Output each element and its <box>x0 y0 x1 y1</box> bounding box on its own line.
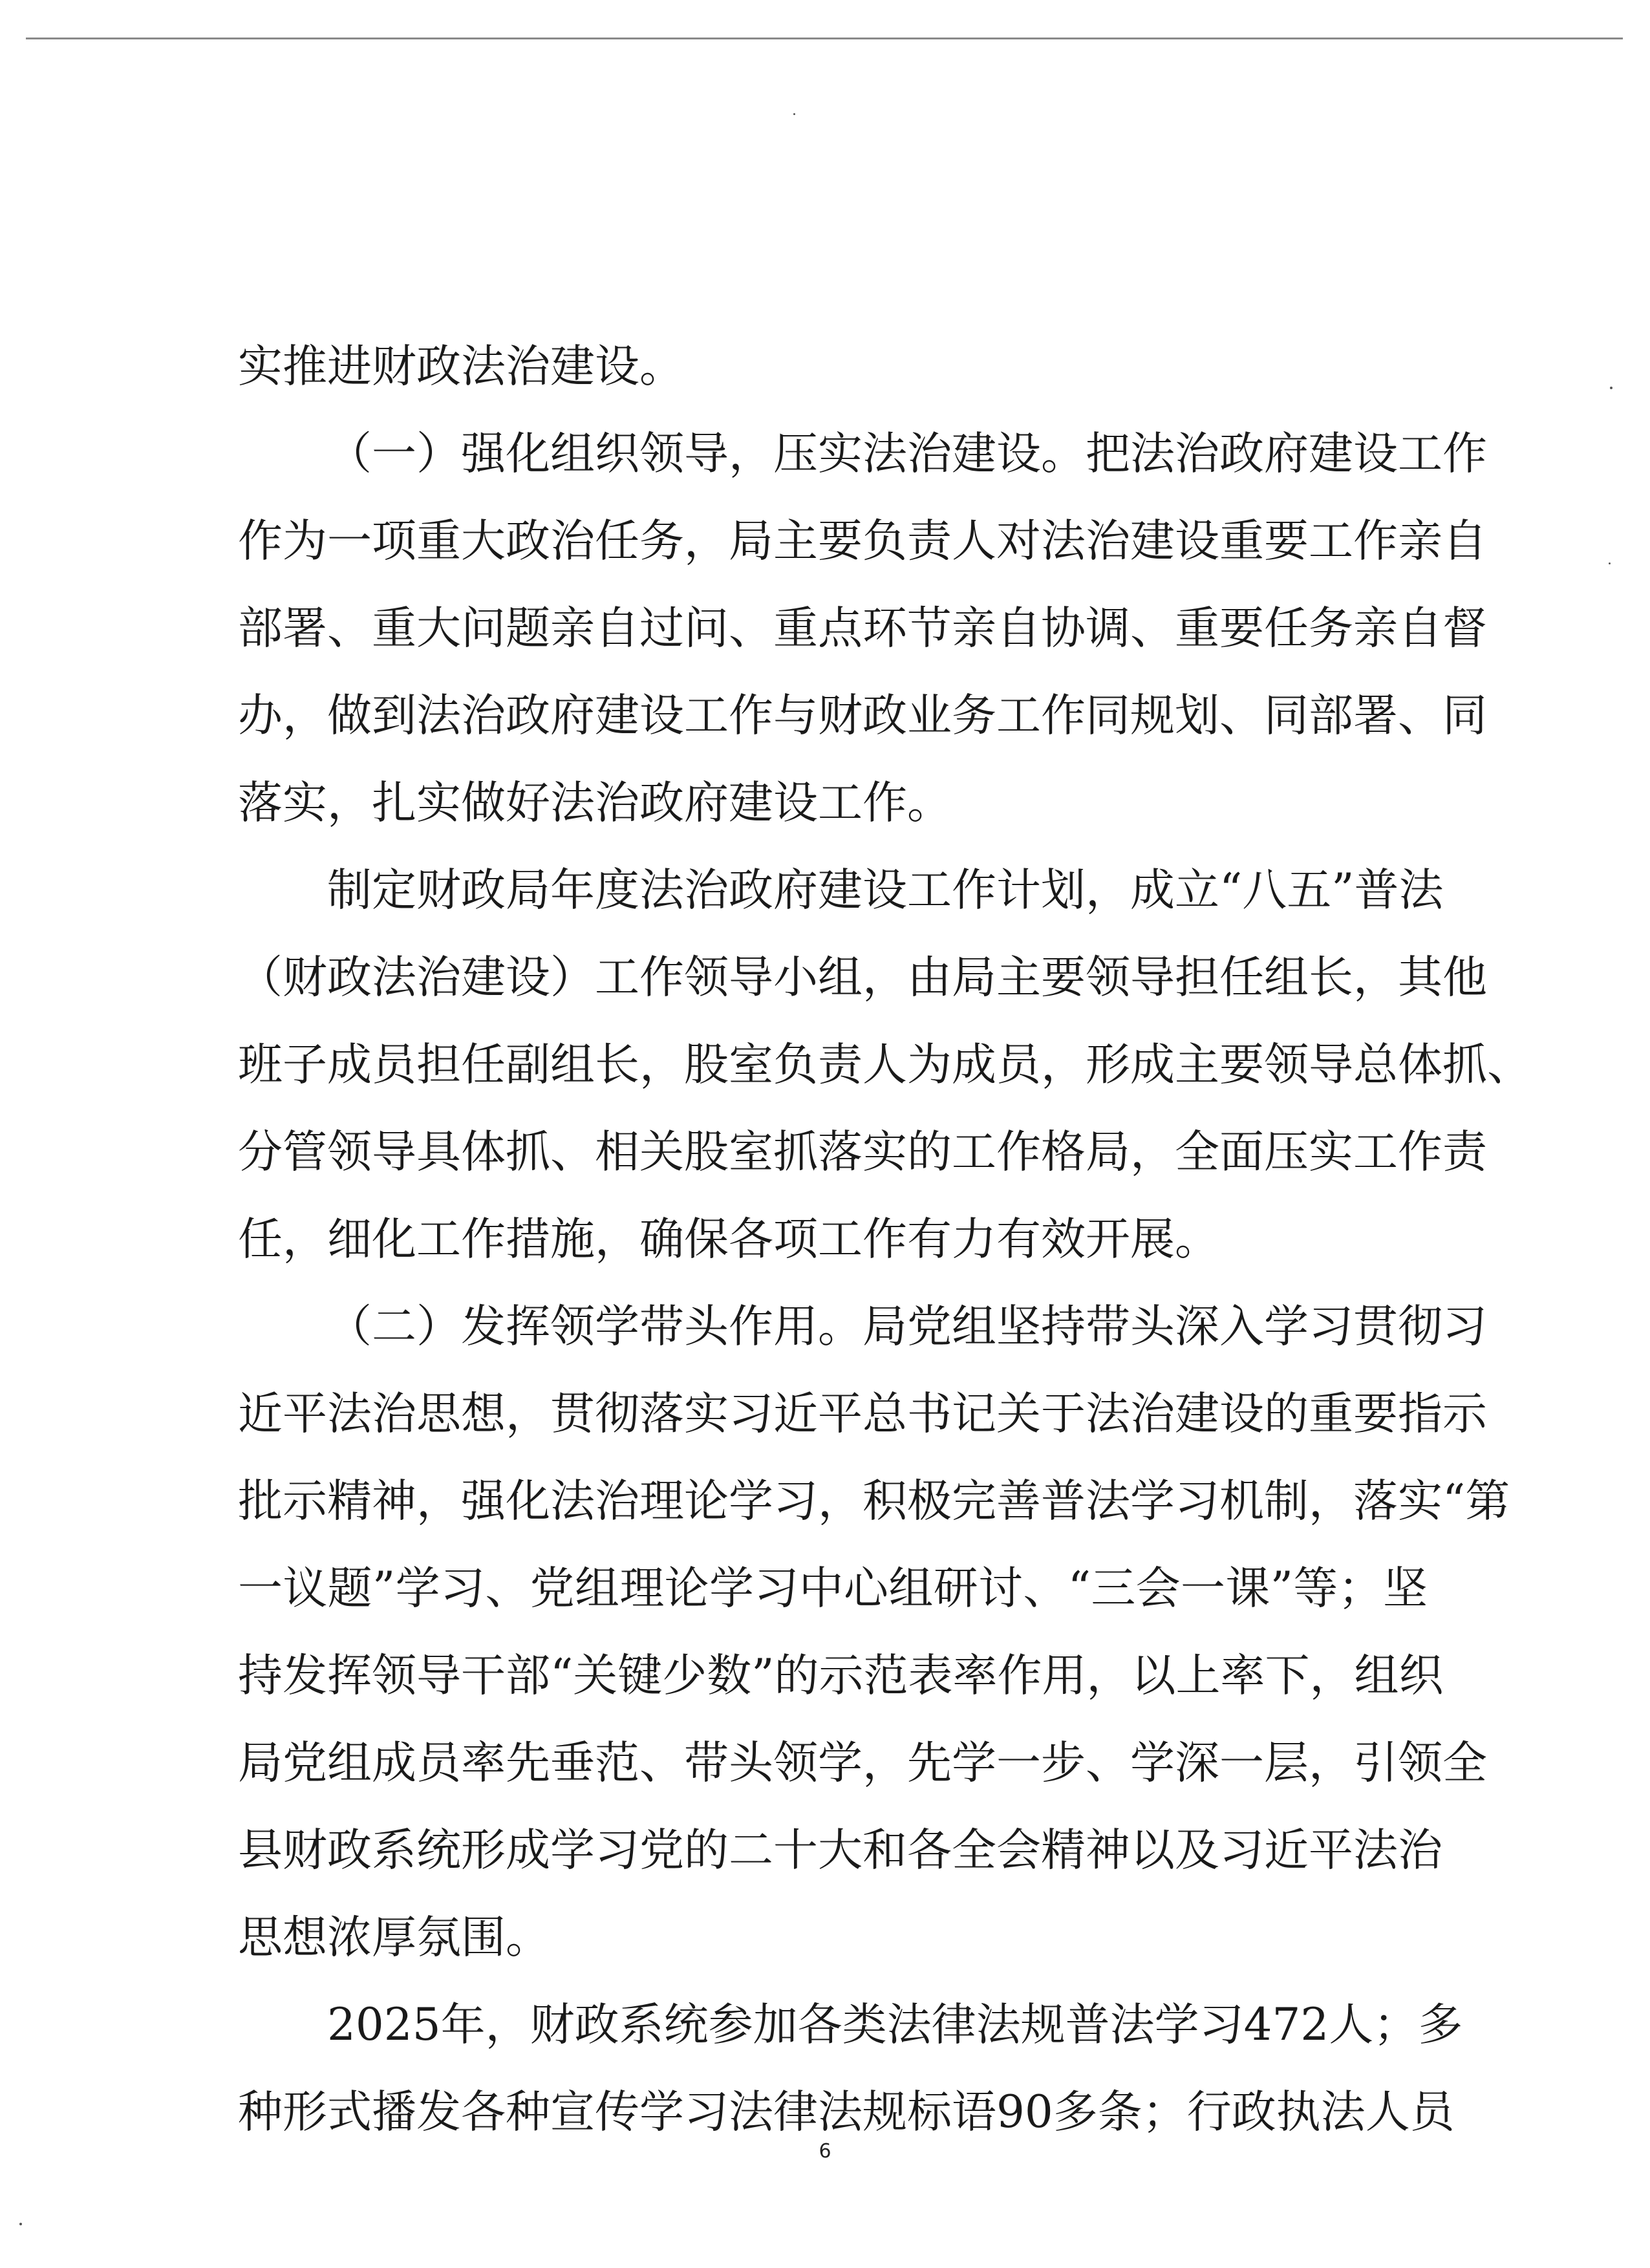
body-line: 近平法治思想，贯彻落实习近平总书记关于法治建设的重要指示 <box>238 1388 1487 1440</box>
body-line: 部署、重大问题亲自过问、重点环节亲自协调、重要任务亲自督 <box>238 603 1487 654</box>
scan-speck <box>1610 387 1612 389</box>
body-line: 任，细化工作措施，确保各项工作有力有效开展。 <box>238 1214 1219 1265</box>
body-line: （财政法治建设）工作领导小组，由局主要领导担任组长，其他 <box>238 952 1487 1003</box>
scan-speck <box>1609 562 1611 564</box>
body-line: 班子成员担任副组长，股室负责人为成员，形成主要领导总体抓、 <box>238 1039 1532 1091</box>
body-line: 落实，扎实做好法治政府建设工作。 <box>238 777 952 829</box>
section-heading-line: （一）强化组织领导，压实法治建设。把法治政府建设工作 <box>327 428 1487 480</box>
body-line: 分管领导具体抓、相关股室抓落实的工作格局，全面压实工作责 <box>238 1126 1487 1178</box>
paragraph-first-line: 2025年，财政系统参加各类法律法规普法学习472人；多 <box>327 1999 1463 2051</box>
page-number: 6 <box>819 2140 831 2163</box>
body-line: 实推进财政法治建设。 <box>238 341 684 392</box>
section-heading-line: （二）发挥领学带头作用。局党组坚持带头深入学习贯彻习 <box>327 1301 1487 1353</box>
body-line: 持发挥领导干部“关键少数”的示范表率作用，以上率下，组织 <box>238 1650 1444 1702</box>
body-line: 作为一项重大政治任务，局主要负责人对法治建设重要工作亲自 <box>238 515 1487 567</box>
body-line: 批示精神，强化法治理论学习，积极完善普法学习机制，落实“第 <box>238 1475 1510 1527</box>
scan-speck <box>19 2223 22 2225</box>
scan-top-rule <box>26 37 1623 39</box>
body-line: 思想浓厚氛围。 <box>238 1912 550 1963</box>
body-line: 办，做到法治政府建设工作与财政业务工作同规划、同部署、同 <box>238 690 1487 742</box>
paragraph-first-line: 制定财政局年度法治政府建设工作计划，成立“八五”普法 <box>327 864 1444 916</box>
body-line: 种形式播发各种宣传学习法律法规标语90多条；行政执法人员 <box>238 2086 1455 2138</box>
body-line: 县财政系统形成学习党的二十大和各全会精神以及习近平法治 <box>238 1824 1442 1876</box>
body-line: 局党组成员率先垂范、带头领学，先学一步、学深一层，引领全 <box>238 1737 1487 1789</box>
body-line: 一议题”学习、党组理论学习中心组研讨、“三会一课”等；坚 <box>238 1563 1428 1614</box>
document-body <box>238 323 1532 2156</box>
scan-speck <box>793 113 795 115</box>
